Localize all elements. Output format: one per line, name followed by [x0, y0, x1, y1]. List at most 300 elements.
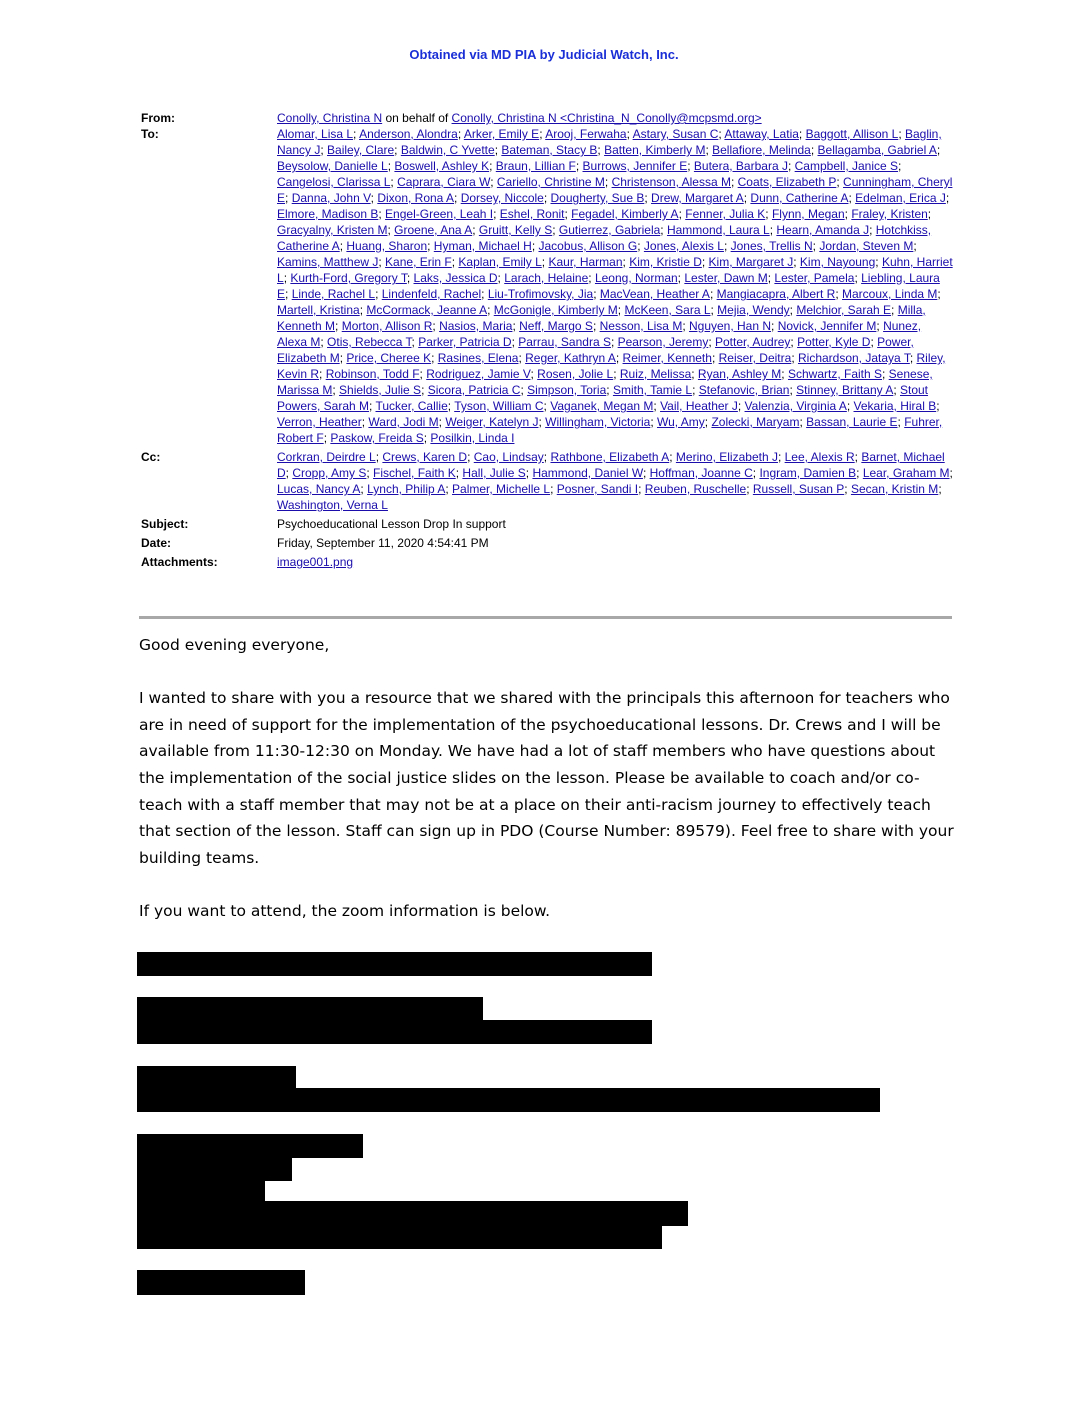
recipient-separator: ;: [487, 303, 494, 317]
body-paragraph-1: I wanted to share with you a resource that we shared with the principals this afternoon for teachers who are in need of support for the implementation of the psychoeducational lessons. Dr. Crews and I will be available from 11:30-12:30 on Monday. We have had a lot of staff members who have questions about the implementation of the social justice slides on the lesson. Please be available to coach and/or co-teach with a staff member that may not be at a place on their anti-racism journey to effectively teach that section of the lesson. Staff can sign up in PDO (Course Number: 89579). Feel free to share with your building teams.: [139, 689, 954, 867]
to-recipient-link[interactable]: Hammond, Laura L: [666, 223, 770, 237]
recipient-separator: ;: [525, 466, 533, 480]
recipient-separator: ;: [339, 239, 347, 253]
to-recipient-link[interactable]: Senese, Marissa M: [277, 367, 933, 397]
cc-recipient-link[interactable]: Hoffman, Joanne C: [649, 466, 753, 480]
to-recipient-link[interactable]: Laks, Jessica D: [413, 271, 498, 285]
recipient-separator: ;: [653, 399, 661, 413]
to-recipient-link[interactable]: Vaganek, Megan M: [550, 399, 654, 413]
recipient-separator: ;: [378, 207, 386, 221]
redaction-block: [137, 1134, 363, 1158]
recipient-separator: ;: [812, 239, 820, 253]
email-header: [141, 110, 953, 570]
recipient-separator: ;: [457, 127, 464, 141]
to-recipient-link[interactable]: Danna, John V: [291, 191, 371, 205]
to-recipient-link[interactable]: McKeen, Sara L: [624, 303, 711, 317]
redaction-block: [137, 1020, 652, 1044]
to-recipient-link[interactable]: Novick, Jennifer M: [777, 319, 877, 333]
recipient-separator: ;: [431, 351, 438, 365]
to-recipient-link[interactable]: Parrau, Sandra S: [518, 335, 611, 349]
recipient-separator: ;: [638, 482, 645, 496]
greeting: Good evening everyone,: [139, 636, 330, 654]
recipient-separator: ;: [520, 383, 528, 397]
to-recipient-link[interactable]: Lester, Dawn M: [684, 271, 768, 285]
to-recipient-link[interactable]: Pearson, Jeremy: [617, 335, 709, 349]
to-recipient-link[interactable]: Hotchkiss, Catherine A: [277, 223, 932, 253]
recipient-separator: ;: [421, 383, 428, 397]
recipient-separator: ;: [543, 191, 551, 205]
to-recipient-link[interactable]: Reimer, Kenneth: [622, 351, 712, 365]
cc-recipient-link[interactable]: Barnet, Michael D: [277, 450, 945, 480]
to-recipient-link[interactable]: MacVean, Heather A: [599, 287, 710, 301]
to-recipient-link[interactable]: Melchior, Sarah E: [796, 303, 892, 317]
recipient-separator: ;: [610, 335, 618, 349]
recipient-separator: ;: [677, 271, 685, 285]
redaction-block: [137, 1088, 880, 1112]
recipient-separator: ;: [285, 191, 292, 205]
to-recipient-link[interactable]: Lester, Pamela: [774, 271, 855, 285]
recipient-separator: ;: [564, 207, 572, 221]
recipient-separator: ;: [687, 159, 694, 173]
cc-recipient-link[interactable]: Rathbone, Elizabeth A: [550, 450, 670, 464]
recipient-separator: ;: [737, 399, 745, 413]
recipient-separator: ;: [691, 367, 698, 381]
attachments-value: [277, 554, 953, 570]
recipient-separator: ;: [844, 482, 851, 496]
recipient-separator: ;: [366, 466, 374, 480]
recipient-separator: ;: [387, 159, 395, 173]
header-divider: [139, 616, 952, 619]
recipient-separator: ;: [718, 127, 725, 141]
to-recipient-link[interactable]: Mangiacapra, Albert R: [716, 287, 836, 301]
to-recipient-link[interactable]: Coats, Elizabeth P: [737, 175, 837, 189]
recipient-separator: ;: [511, 335, 519, 349]
to-recipient-link[interactable]: Dixon, Rona A: [377, 191, 455, 205]
recipient-separator: ;: [411, 335, 419, 349]
to-recipient-link[interactable]: Stinney, Brittany A: [796, 383, 894, 397]
to-recipient-link[interactable]: Bellagamba, Gabriel A: [817, 143, 937, 157]
recipient-separator: ;: [575, 159, 583, 173]
recipient-separator: ;: [360, 482, 368, 496]
recipient-separator: ;: [836, 175, 844, 189]
recipient-separator: ;: [375, 287, 382, 301]
recipient-separator: ;: [335, 319, 342, 333]
recipient-separator: ;: [701, 255, 709, 269]
cc-recipient-link[interactable]: Corkran, Deirdre L: [277, 450, 376, 464]
to-recipient-link[interactable]: Cunningham, Cheryl E: [277, 175, 953, 205]
cc-recipient-link[interactable]: Ingram, Damien B: [759, 466, 857, 480]
recipient-separator: ;: [769, 223, 777, 237]
to-recipient-link[interactable]: Fenner, Julia K: [685, 207, 766, 221]
to-recipient-link[interactable]: McGonigle, Kimberly M: [493, 303, 618, 317]
cc-recipient-link[interactable]: Lynch, Philip A: [367, 482, 446, 496]
recipient-separator: ;: [767, 271, 775, 285]
to-recipient-link[interactable]: Neff, Margo S: [519, 319, 593, 333]
recipient-separator: ;: [710, 303, 718, 317]
recipient-separator: ;: [451, 255, 459, 269]
to-recipient-link[interactable]: Arker, Emily E: [463, 127, 540, 141]
recipient-separator: ;: [897, 415, 905, 429]
cc-recipient-link[interactable]: Cropp, Amy S: [292, 466, 367, 480]
recipient-separator: ;: [604, 175, 612, 189]
to-recipient-link[interactable]: Cariello, Christine M: [496, 175, 605, 189]
to-recipient-link[interactable]: Bailey, Clare: [327, 143, 395, 157]
recipient-separator: ;: [791, 351, 798, 365]
recipient-separator: ;: [705, 143, 713, 157]
recipient-separator: ;: [660, 223, 667, 237]
cc-recipient-link[interactable]: Hall, Julie S: [462, 466, 526, 480]
to-recipient-link[interactable]: Engel-Green, Leah I: [385, 207, 494, 221]
recipient-separator: ;: [789, 383, 797, 397]
from-value: [277, 110, 953, 126]
recipient-separator: ;: [370, 191, 378, 205]
recipient-separator: ;: [353, 127, 360, 141]
cc-recipient-link[interactable]: Lear, Graham M: [862, 466, 950, 480]
recipient-separator: ;: [709, 287, 717, 301]
to-recipient-link[interactable]: Lindenfeld, Rachel: [381, 287, 482, 301]
to-recipient-link[interactable]: Wu, Amy: [656, 415, 705, 429]
to-recipient-link[interactable]: Paskow, Freida S: [330, 431, 424, 445]
to-recipient-link[interactable]: Vekaria, Hiral B: [853, 399, 937, 413]
to-recipient-link[interactable]: Beysolow, Danielle L: [277, 159, 388, 173]
to-recipient-link[interactable]: Rasines, Elena: [437, 351, 519, 365]
recipient-separator: ;: [945, 191, 950, 205]
to-recipient-link[interactable]: Parker, Patricia D: [418, 335, 512, 349]
to-recipient-link[interactable]: Groene, Ana A: [394, 223, 473, 237]
to-recipient-link[interactable]: Willingham, Victoria: [545, 415, 651, 429]
recipient-separator: ;: [637, 239, 644, 253]
to-recipient-link[interactable]: Dorsey, Niccole: [460, 191, 544, 205]
attachments-label: Attachments:: [141, 555, 218, 569]
to-recipient-link[interactable]: Ryan, Ashley M: [697, 367, 782, 381]
to-recipient-link[interactable]: Butera, Barbara J: [693, 159, 788, 173]
from-name-link[interactable]: Conolly, Christina N: [277, 111, 383, 125]
to-recipient-link[interactable]: Schwartz, Faith S: [787, 367, 882, 381]
to-recipient-link[interactable]: Kaplan, Emily L: [458, 255, 542, 269]
to-recipient-link[interactable]: Robinson, Todd F: [325, 367, 420, 381]
recipient-separator: ;: [615, 351, 623, 365]
recipient-separator: ;: [518, 351, 526, 365]
body-paragraph-2: If you want to attend, the zoom information is below.: [139, 901, 551, 920]
recipient-separator: ;: [777, 450, 785, 464]
recipient-separator: ;: [531, 239, 539, 253]
to-recipient-link[interactable]: Verron, Heather: [277, 415, 362, 429]
to-recipient-link[interactable]: Vail, Heather J: [660, 399, 738, 413]
to-recipient-link[interactable]: Kamins, Matthew J: [277, 255, 379, 269]
to-recipient-link[interactable]: Rodriguez, Jamie V: [426, 367, 531, 381]
to-recipient-link[interactable]: Rosen, Jolie L: [537, 367, 614, 381]
to-recipient-link[interactable]: Braun, Lillian F: [495, 159, 576, 173]
to-recipient-link[interactable]: Gutierrez, Gabriela: [558, 223, 661, 237]
recipient-separator: ;: [669, 450, 676, 464]
recipient-separator: ;: [789, 303, 797, 317]
to-recipient-link[interactable]: Cangelosi, Clarissa L: [277, 175, 391, 189]
to-recipient-link[interactable]: Kim, Nayoung: [799, 255, 876, 269]
to-recipient-link[interactable]: Reger, Kathryn A: [525, 351, 616, 365]
to-recipient-link[interactable]: Fraley, Kristen: [851, 207, 928, 221]
to-recipient-link[interactable]: Jacobus, Allison G: [538, 239, 638, 253]
recipient-separator: ;: [846, 399, 854, 413]
cc-recipient-link[interactable]: Reuben, Ruschelle: [644, 482, 747, 496]
recipient-separator: ;: [455, 466, 463, 480]
recipient-separator: ;: [854, 450, 862, 464]
recipient-separator: ;: [752, 466, 760, 480]
recipient-separator: ;: [394, 143, 401, 157]
recipient-separator: ;: [898, 159, 902, 173]
to-recipient-link[interactable]: Alomar, Lisa L: [277, 127, 354, 141]
to-recipient-link[interactable]: Gracyalny, Kristen M: [277, 223, 388, 237]
cc-recipient-link[interactable]: Secan, Kristin M: [850, 482, 939, 496]
recipient-separator: ;: [799, 415, 807, 429]
watermark-text: Obtained via MD PIA by Judicial Watch, Inc.: [409, 47, 679, 62]
to-recipient-link[interactable]: Ruiz, Melissa: [619, 367, 692, 381]
to-recipient-link[interactable]: Dunn, Catherine A: [750, 191, 849, 205]
date-row: [141, 535, 953, 551]
to-recipient-link[interactable]: Kane, Erin F: [385, 255, 452, 269]
to-recipient-link[interactable]: Mejia, Wendy: [717, 303, 790, 317]
to-recipient-link[interactable]: Posilkin, Linda I: [430, 431, 515, 445]
to-recipient-link[interactable]: Kuhn, Harriet L: [277, 255, 953, 285]
to-recipient-link[interactable]: Drew, Margaret A: [651, 191, 744, 205]
recipient-separator: ;: [875, 255, 882, 269]
to-recipient-link[interactable]: Power, Elizabeth M: [277, 335, 914, 365]
to-recipient-link[interactable]: McCormack, Jeanne A: [366, 303, 488, 317]
to-recipient-link[interactable]: Astary, Susan C: [632, 127, 719, 141]
cc-recipient-link[interactable]: Crews, Karen D: [382, 450, 468, 464]
cc-recipient-link[interactable]: Lee, Alexis R: [784, 450, 855, 464]
recipient-separator: ;: [771, 319, 778, 333]
recipient-separator: ;: [848, 191, 856, 205]
subject-value: Psychoeducational Lesson Drop In support: [277, 517, 506, 531]
recipient-separator: ;: [856, 466, 863, 480]
to-recipient-link[interactable]: Ward, Jodi M: [368, 415, 439, 429]
recipient-separator: ;: [445, 482, 453, 496]
recipient-separator: ;: [543, 450, 551, 464]
to-recipient-link[interactable]: Bateman, Stacy B: [501, 143, 598, 157]
to-recipient-link[interactable]: Tyson, William C: [454, 399, 544, 413]
to-recipient-link[interactable]: Price, Cheree K: [346, 351, 432, 365]
to-recipient-link[interactable]: Shields, Julie S: [339, 383, 422, 397]
to-recipient-link[interactable]: Weiger, Katelyn J: [445, 415, 539, 429]
recipient-separator: ;: [454, 191, 461, 205]
recipient-separator: ;: [844, 207, 852, 221]
to-recipient-link[interactable]: Christenson, Alessa M: [611, 175, 731, 189]
to-recipient-link[interactable]: Baglin, Nancy J: [277, 127, 942, 157]
recipient-separator: ;: [891, 303, 898, 317]
recipient-separator: ;: [793, 255, 800, 269]
recipient-separator: ;: [447, 399, 455, 413]
cc-recipient-link[interactable]: Russell, Susan P: [752, 482, 845, 496]
recipient-separator: ;: [798, 127, 806, 141]
attachment-link[interactable]: image001.png: [277, 555, 354, 569]
to-recipient-link[interactable]: Potter, Audrey: [715, 335, 791, 349]
recipient-separator: ;: [320, 143, 328, 157]
to-recipient-link[interactable]: Valenzia, Virginia A: [744, 399, 847, 413]
recipient-separator: ;: [882, 367, 889, 381]
to-recipient-link[interactable]: Martell, Kristina: [277, 303, 360, 317]
to-recipient-link[interactable]: Baggott, Allison L: [805, 127, 899, 141]
recipient-separator: ;: [481, 287, 488, 301]
to-recipient-link[interactable]: Otis, Rebecca T: [327, 335, 412, 349]
to-recipient-link[interactable]: Nunez, Alexa M: [277, 319, 922, 349]
to-recipient-link[interactable]: Smith, Tamie L: [612, 383, 693, 397]
recipient-separator: ;: [423, 431, 431, 445]
to-recipient-link[interactable]: Kaur, Harman: [548, 255, 623, 269]
recipient-separator: ;: [898, 127, 905, 141]
to-recipient-link[interactable]: Eshel, Ronit: [499, 207, 565, 221]
to-recipient-link[interactable]: Flynn, Megan: [771, 207, 845, 221]
recipient-separator: ;: [552, 223, 559, 237]
recipient-separator: ;: [876, 319, 884, 333]
attachments-row: [141, 554, 953, 570]
recipient-separator: ;: [746, 482, 753, 496]
cc-recipient-link[interactable]: Posner, Sandi I: [556, 482, 639, 496]
recipient-separator: ;: [320, 335, 328, 349]
to-recipient-link[interactable]: Boswell, Ashley K: [394, 159, 490, 173]
recipient-separator: ;: [593, 287, 600, 301]
to-recipient-link[interactable]: Edelman, Erica J: [855, 191, 946, 205]
to-recipient-link[interactable]: Larach, Helaine: [504, 271, 589, 285]
to-recipient-link[interactable]: Hearn, Amanda J: [776, 223, 870, 237]
to-recipient-link[interactable]: Baldwin, C Yvette: [400, 143, 495, 157]
redaction-block: [137, 1225, 662, 1249]
to-recipient-link[interactable]: Nesson, Lisa M: [599, 319, 683, 333]
recipient-separator: ;: [512, 319, 520, 333]
recipient-separator: ;: [285, 466, 293, 480]
recipient-separator: ;: [704, 415, 712, 429]
recipient-separator: ;: [617, 303, 625, 317]
to-recipient-link[interactable]: Tucker, Callie: [375, 399, 448, 413]
to-recipient-link[interactable]: Marcoux, Linda M: [842, 287, 938, 301]
recipient-separator: ;: [730, 175, 738, 189]
to-recipient-link[interactable]: Campbell, Janice S: [794, 159, 899, 173]
to-recipient-link[interactable]: Stefanovic, Brian: [698, 383, 790, 397]
to-recipient-link[interactable]: Stout Powers, Sarah M: [277, 383, 929, 413]
to-recipient-link[interactable]: Kim, Margaret J: [708, 255, 794, 269]
recipient-separator: ;: [283, 271, 291, 285]
to-recipient-link[interactable]: Jones, Trellis N: [730, 239, 813, 253]
cc-recipient-link[interactable]: Lucas, Nancy A: [277, 482, 361, 496]
to-label: To:: [141, 127, 159, 141]
recipient-separator: ;: [359, 303, 367, 317]
recipient-separator: ;: [285, 287, 292, 301]
to-row: [141, 126, 953, 446]
subject-label: Subject:: [141, 517, 189, 531]
to-recipient-link[interactable]: Attaway, Latia: [724, 127, 799, 141]
recipient-separator: ;: [419, 367, 427, 381]
to-recipient-link[interactable]: Kim, Kristie D: [629, 255, 702, 269]
to-recipient-link[interactable]: Kurth-Ford, Gregory T: [290, 271, 407, 285]
to-recipient-link[interactable]: Jordan, Steven M: [819, 239, 914, 253]
to-recipient-link[interactable]: Nasios, Maria: [439, 319, 513, 333]
to-recipient-link[interactable]: Burrows, Jennifer E: [582, 159, 688, 173]
recipient-separator: ;: [708, 335, 715, 349]
recipient-separator: ;: [622, 255, 630, 269]
cc-recipient-link[interactable]: Fischel, Faith K: [373, 466, 456, 480]
recipient-separator: ;: [936, 399, 940, 413]
from-row: [141, 110, 953, 126]
recipient-separator: ;: [909, 351, 917, 365]
recipient-separator: ;: [369, 399, 376, 413]
to-recipient-link[interactable]: Batten, Kimberly M: [604, 143, 706, 157]
to-recipient-link[interactable]: Richardson, Jataya T: [797, 351, 910, 365]
recipient-separator: ;: [339, 351, 347, 365]
recipient-separator: ;: [592, 319, 600, 333]
to-recipient-link[interactable]: Gruitt, Kelly S: [478, 223, 553, 237]
to-recipient-link[interactable]: Jones, Alexis L: [643, 239, 724, 253]
to-recipient-link[interactable]: Leong, Norman: [594, 271, 678, 285]
to-recipient-link[interactable]: Bellafiore, Melinda: [712, 143, 811, 157]
to-recipient-link[interactable]: Dougherty, Sue B: [550, 191, 645, 205]
recipient-separator: ;: [781, 367, 788, 381]
recipient-separator: ;: [711, 351, 719, 365]
cc-recipient-link[interactable]: Cao, Lindsay: [473, 450, 544, 464]
cc-recipient-list: [277, 449, 953, 513]
recipient-separator: ;: [543, 399, 551, 413]
to-recipient-link[interactable]: Zolecki, Maryam: [711, 415, 800, 429]
recipient-separator: ;: [323, 431, 331, 445]
cc-recipient-link[interactable]: Hammond, Daniel W: [532, 466, 643, 480]
to-recipient-link[interactable]: Caprara, Ciara W: [397, 175, 491, 189]
date-value: Friday, September 11, 2020 4:54:41 PM: [277, 536, 489, 550]
to-recipient-link[interactable]: Riley, Kevin R: [277, 351, 946, 381]
cc-row: [141, 449, 953, 513]
subject-row: [141, 516, 953, 532]
recipient-separator: ;: [938, 482, 942, 496]
from-address-link[interactable]: Conolly, Christina N <Christina_N_Conolly@mcpsmd.org>: [451, 111, 762, 125]
recipient-separator: ;: [613, 367, 620, 381]
recipient-separator: ;: [588, 271, 595, 285]
to-recipient-link[interactable]: Liebling, Laura E: [277, 271, 940, 301]
recipient-separator: ;: [893, 383, 900, 397]
cc-recipient-link[interactable]: Washington, Verna L: [277, 498, 388, 512]
to-recipient-link[interactable]: Elmore, Madison B: [277, 207, 379, 221]
recipient-separator: ;: [375, 450, 383, 464]
to-recipient-link[interactable]: Liu-Trofimovsky, Jia: [487, 287, 594, 301]
recipient-separator: ;: [539, 127, 546, 141]
recipient-separator: ;: [597, 143, 605, 157]
to-recipient-link[interactable]: Sicora, Patricia C: [427, 383, 521, 397]
to-recipient-link[interactable]: Hyman, Michael H: [433, 239, 532, 253]
to-recipient-link[interactable]: Fuhrer, Robert F: [277, 415, 943, 445]
to-recipient-link[interactable]: Bassan, Laurie E: [806, 415, 898, 429]
recipient-separator: ;: [650, 415, 657, 429]
recipient-separator: ;: [493, 207, 500, 221]
recipient-separator: ;: [427, 239, 434, 253]
to-recipient-link[interactable]: Fegadel, Kimberly A: [571, 207, 679, 221]
to-recipient-link[interactable]: Linde, Rachel L: [291, 287, 376, 301]
recipient-separator: ;: [332, 383, 340, 397]
recipient-separator: ;: [606, 383, 613, 397]
recipient-separator: ;: [765, 207, 772, 221]
to-recipient-link[interactable]: Reiser, Deitra: [718, 351, 792, 365]
to-recipient-link[interactable]: Nguyen, Han N: [688, 319, 772, 333]
recipient-separator: ;: [913, 239, 917, 253]
to-recipient-link[interactable]: Simpson, Toria: [527, 383, 607, 397]
to-recipient-link[interactable]: Potter, Kyle D: [797, 335, 871, 349]
cc-recipient-link[interactable]: Palmer, Michelle L: [452, 482, 551, 496]
recipient-separator: ;: [854, 271, 862, 285]
redaction-block: [137, 952, 652, 976]
to-recipient-link[interactable]: Huang, Sharon: [346, 239, 428, 253]
to-recipient-link[interactable]: Morton, Allison R: [341, 319, 433, 333]
recipient-separator: ;: [869, 223, 876, 237]
to-recipient-link[interactable]: Anderson, Alondra: [359, 127, 458, 141]
cc-recipient-link[interactable]: Merino, Elizabeth J: [675, 450, 778, 464]
to-recipient-link[interactable]: Milla, Kenneth M: [277, 303, 926, 333]
to-recipient-link[interactable]: Arooj, Ferwaha: [545, 127, 627, 141]
redaction-block: [137, 1157, 292, 1181]
